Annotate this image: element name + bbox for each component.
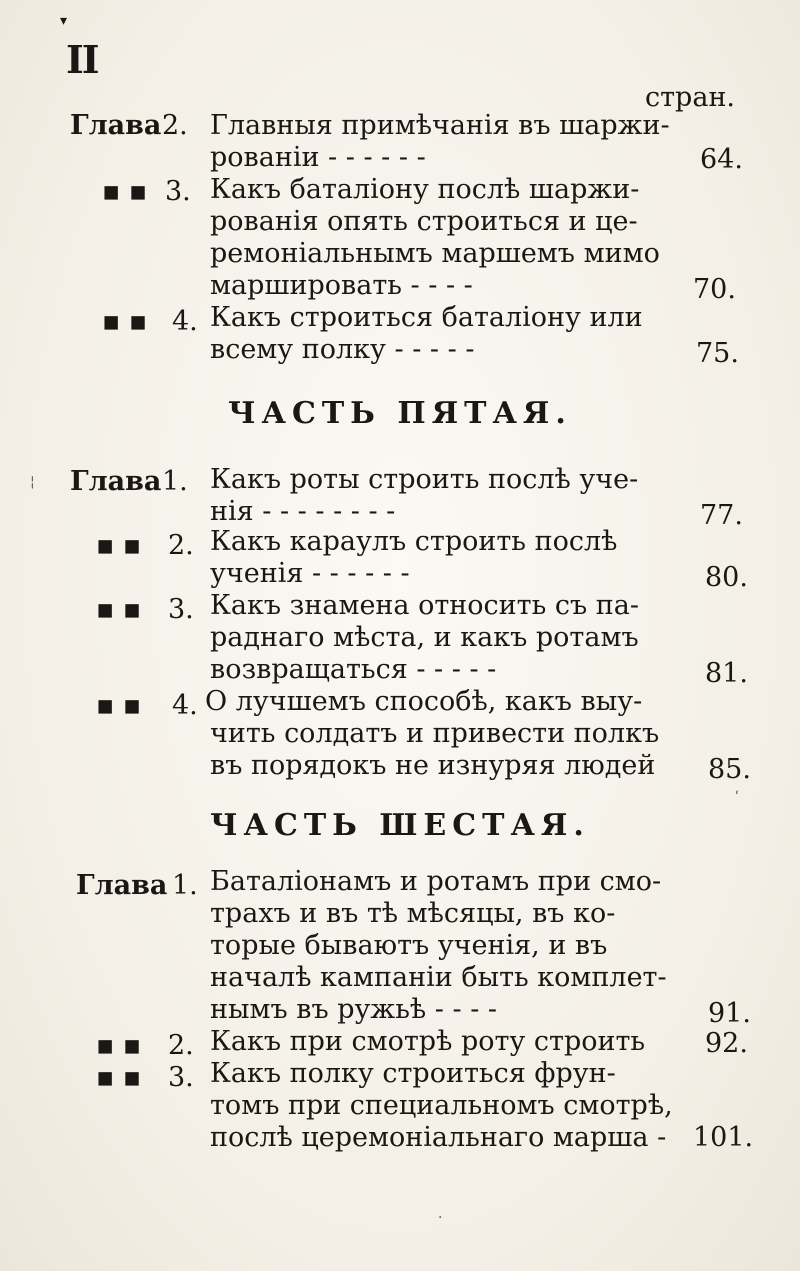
entry-line: рованіи - - - - - - xyxy=(210,142,426,173)
column-header-pages: стран. xyxy=(645,82,736,113)
chapter-number: 1. xyxy=(162,466,188,497)
entry-line: нымъ въ ружьѣ - - - - xyxy=(210,994,498,1025)
chapter-prefix: Глава xyxy=(70,466,162,497)
entry-line: томъ при специальномъ смотрѣ, xyxy=(210,1090,673,1121)
entry-line: началѣ кампаніи быть комплет- xyxy=(210,962,667,993)
entry-line: Какъ полку строиться фрун- xyxy=(210,1058,616,1089)
chapter-number: 1. xyxy=(172,870,198,901)
chapter-prefix: ▪ ▪ xyxy=(102,176,148,207)
paper-speck: ʹ xyxy=(735,790,739,806)
entry-line: О лучшемъ способѣ, какъ выу- xyxy=(205,686,643,717)
chapter-prefix: ▪ ▪ xyxy=(96,594,142,625)
entry-line: раднаго мѣста, и какъ ротамъ xyxy=(210,622,639,653)
page-number: II xyxy=(66,37,98,82)
entry-page: 77. xyxy=(700,500,743,531)
entry-line: Какъ строиться баталіону или xyxy=(210,302,643,333)
chapter-number: 2. xyxy=(162,110,188,141)
entry-page: 80. xyxy=(705,562,748,593)
entry-page: 85. xyxy=(708,754,751,785)
chapter-prefix: Глава xyxy=(76,870,168,901)
entry-line: всему полку - - - - - xyxy=(210,334,475,365)
printer-mark: ▾ xyxy=(60,13,68,29)
entry-line: нія - - - - - - - - xyxy=(210,496,396,527)
chapter-number: 3. xyxy=(168,594,194,625)
entry-page: 81. xyxy=(705,658,748,689)
entry-line: Баталіонамъ и ротамъ при смо- xyxy=(210,866,662,897)
entry-line: чить солдатъ и привести полкъ xyxy=(210,718,660,749)
part-heading: ЧАСТЬ ШЕСТАЯ. xyxy=(210,808,590,843)
chapter-prefix: ▪ ▪ xyxy=(96,690,142,721)
part-heading: ЧАСТЬ ПЯТАЯ. xyxy=(228,396,572,431)
chapter-prefix: Глава xyxy=(70,110,162,141)
entry-line: Какъ знамена относить съ па- xyxy=(210,590,639,621)
paper-speck: ¦ xyxy=(30,474,35,490)
entry-page: 70. xyxy=(693,274,736,305)
entry-page: 101. xyxy=(693,1122,754,1153)
chapter-number: 2. xyxy=(168,1030,194,1061)
entry-line: послѣ церемоніальнаго марша - xyxy=(210,1122,667,1153)
chapter-prefix: ▪ ▪ xyxy=(96,530,142,561)
entry-line: ремоніальнымъ маршемъ мимо xyxy=(210,238,660,269)
chapter-prefix: ▪ ▪ xyxy=(102,306,148,337)
chapter-number: 3. xyxy=(168,1062,194,1093)
entry-page: 75. xyxy=(696,338,739,369)
entry-line: маршировать - - - - xyxy=(210,270,473,301)
entry-line: рованія опять строиться и це- xyxy=(210,206,638,237)
entry-page: 64. xyxy=(700,144,743,175)
entry-line: Какъ при смотрѣ роту строить xyxy=(210,1026,646,1057)
entry-line: ученія - - - - - - xyxy=(210,558,410,589)
entry-line: Какъ роты строить послѣ уче- xyxy=(210,464,639,495)
entry-line: въ порядокъ не изнуряя людей xyxy=(210,750,656,781)
chapter-prefix: ▪ ▪ xyxy=(96,1062,142,1093)
entry-line: возвращаться - - - - - xyxy=(210,654,497,685)
paper-speck: · xyxy=(438,1210,443,1226)
chapter-number: 4. xyxy=(172,690,198,721)
chapter-prefix: ▪ ▪ xyxy=(96,1030,142,1061)
chapter-number: 2. xyxy=(168,530,194,561)
entry-page: 92. xyxy=(705,1028,748,1059)
entry-line: Какъ баталіону послѣ шаржи- xyxy=(210,174,640,205)
chapter-number: 3. xyxy=(165,176,191,207)
entry-line: Главныя примѣчанія въ шаржи- xyxy=(210,110,670,141)
entry-page: 91. xyxy=(708,998,751,1029)
entry-line: торые бываютъ ученія, и въ xyxy=(210,930,608,961)
entry-line: трахъ и въ тѣ мѣсяцы, въ ко- xyxy=(210,898,616,929)
chapter-number: 4. xyxy=(172,306,198,337)
entry-line: Какъ караулъ строить послѣ xyxy=(210,526,618,557)
